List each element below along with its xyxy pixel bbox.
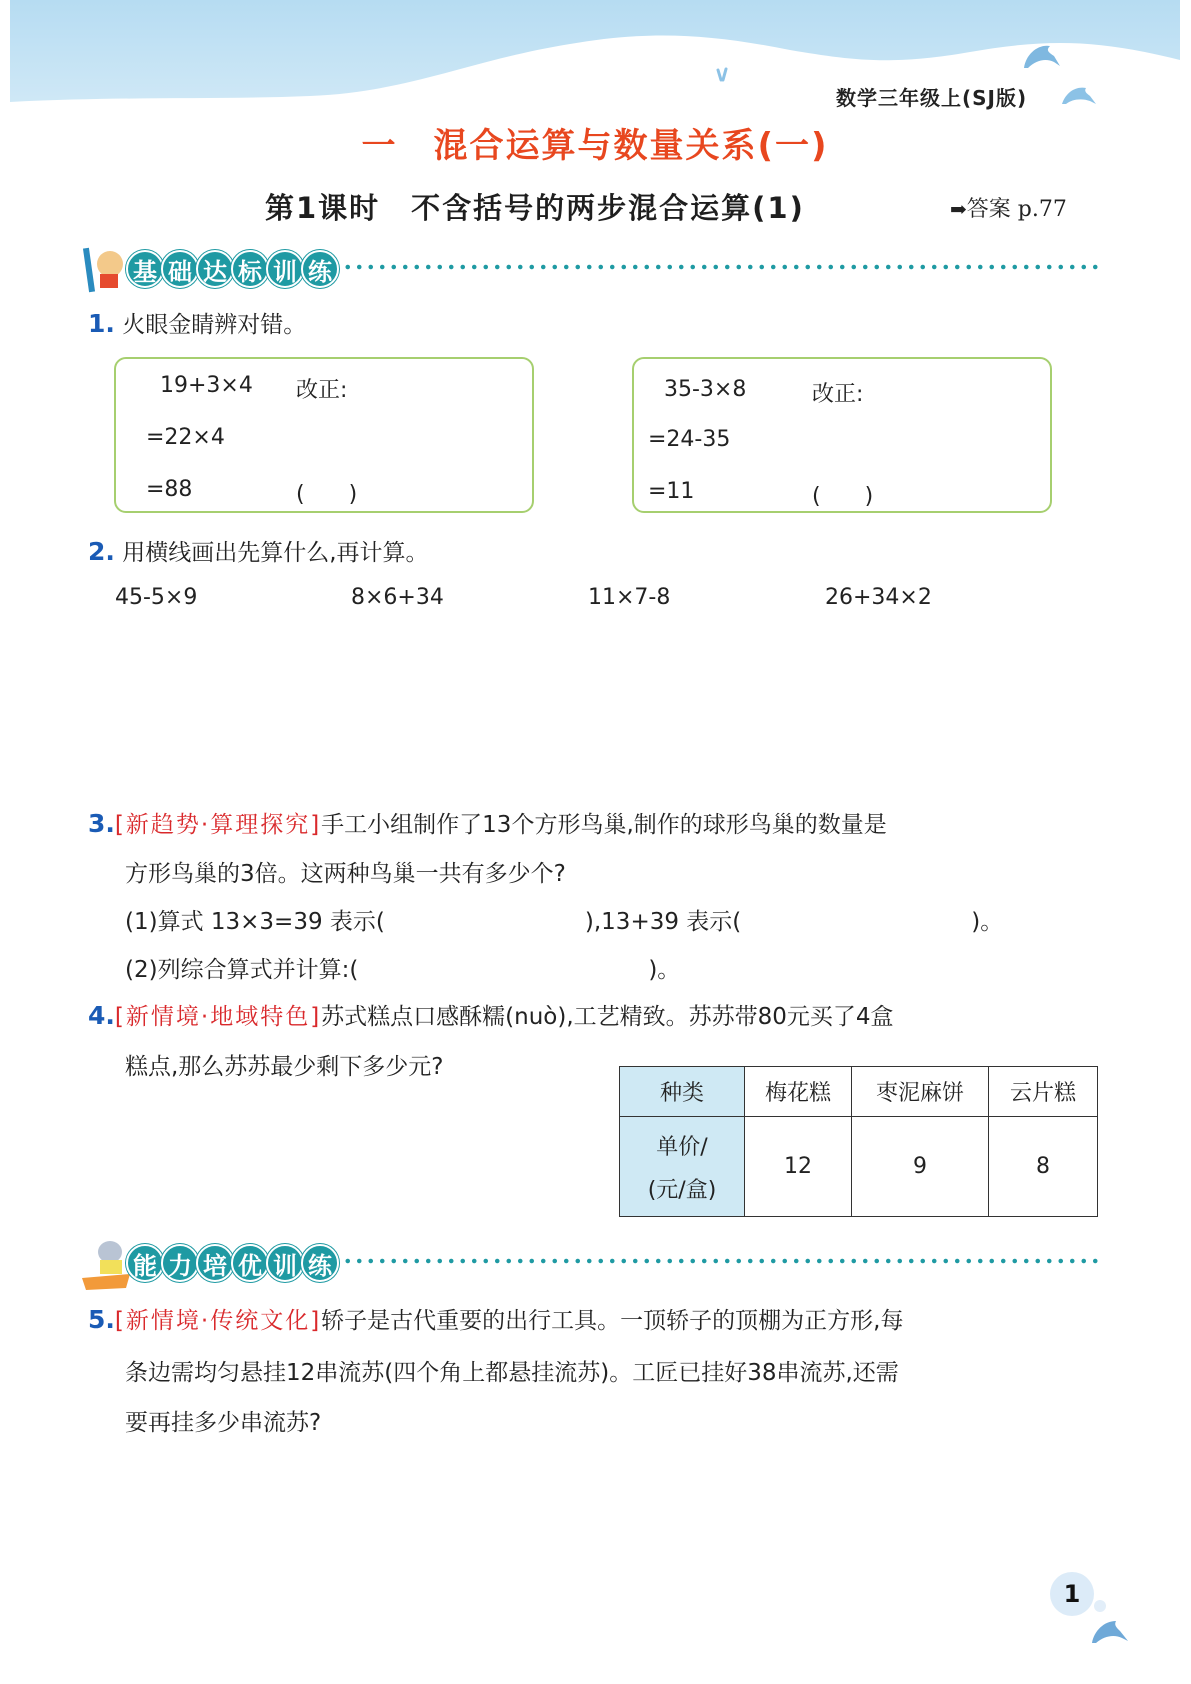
table-cell: 12	[745, 1117, 852, 1217]
question-tag: [新情境·地域特色]	[114, 1004, 322, 1030]
section-title	[126, 250, 336, 288]
calc-expression: 11×7-8	[588, 585, 671, 610]
sub-text: (2)列综合算式并计算:(	[125, 957, 359, 983]
sub-question-1	[125, 903, 1003, 936]
book-label: 数学三年级上(SJ版)	[836, 86, 1028, 110]
unit-title	[10, 118, 1180, 167]
table-header	[620, 1117, 745, 1217]
right-arrow-icon: ➡	[950, 197, 967, 221]
expression: 35-3×8	[664, 377, 747, 402]
question-text-line: 方形鸟巢的3倍。这两种鸟巢一共有多少个?	[125, 861, 566, 887]
title-char: 能	[126, 1244, 164, 1282]
step-1: =22×4	[146, 425, 225, 450]
table-cell: 8	[989, 1117, 1098, 1217]
step-2: =88	[146, 477, 193, 502]
error-check-box-1	[114, 357, 534, 513]
title-char: 础	[161, 250, 199, 288]
dotted-divider	[342, 264, 1098, 270]
workbook-page	[10, 0, 1180, 1684]
sub-text: (1)算式 13×3=39 表示(	[125, 909, 385, 935]
dolphin-icon	[1060, 80, 1100, 108]
dolphin-icon	[1020, 38, 1066, 72]
page-number: 1	[1050, 1572, 1094, 1616]
question-text-line: 要再挂多少串流苏?	[125, 1410, 322, 1436]
bubble-decor	[1094, 1600, 1106, 1612]
question-text-line: 条边需均匀悬挂12串流苏(四个角上都悬挂流苏)。工匠已挂好38串流苏,还需	[125, 1360, 899, 1386]
calc-expression: 45-5×9	[115, 585, 198, 610]
header-line: (元/盒)	[647, 1177, 717, 1203]
question-text: 用横线画出先算什么,再计算。	[122, 540, 429, 566]
table-cell: 梅花糕	[745, 1067, 852, 1117]
question-tag: [新趋势·算理探究]	[114, 812, 322, 838]
table-header: 种类	[620, 1067, 745, 1117]
question-text: 手工小组制作了13个方形鸟巢,制作的球形鸟巢的数量是	[321, 812, 887, 838]
price-table	[619, 1066, 1098, 1217]
question-number: 2.	[88, 537, 115, 566]
section-basic-training	[80, 244, 1100, 298]
title-char: 训	[266, 1244, 304, 1282]
table-row	[620, 1067, 1098, 1117]
title-char: 达	[196, 250, 234, 288]
answer-ref-text: 答案 p.77	[966, 197, 1067, 222]
question-number: 5.	[88, 1305, 115, 1334]
step-1: =24-35	[648, 427, 731, 452]
question-text: 火眼金睛辨对错。	[122, 312, 307, 338]
dotted-divider	[342, 1258, 1098, 1264]
title-char: 培	[196, 1244, 234, 1282]
table-cell: 9	[852, 1117, 989, 1217]
sub-text: )。	[648, 957, 681, 983]
question-2	[88, 534, 429, 567]
answer-reference	[950, 192, 1067, 223]
sub-question-2	[125, 951, 680, 984]
title-char: 标	[231, 250, 269, 288]
cat-with-pencil-icon	[80, 244, 132, 298]
question-text-line: 糕点,那么苏苏最少剩下多少元?	[125, 1054, 444, 1080]
header-line: 单价/	[656, 1134, 708, 1160]
question-4	[88, 998, 894, 1031]
question-tag: [新情境·传统文化]	[114, 1308, 322, 1334]
question-number: 3.	[88, 809, 115, 838]
correction-label: 改正:	[296, 378, 348, 403]
judge-blank[interactable]: ( )	[296, 482, 358, 507]
table-cell: 枣泥麻饼	[852, 1067, 989, 1117]
splash-icon	[712, 66, 732, 86]
unit-title-text: 混合运算与数量关系(一)	[433, 126, 829, 166]
title-char: 练	[301, 1244, 339, 1282]
lesson-title: 第1课时 不含括号的两步混合运算(1)	[265, 191, 805, 225]
sub-text: ),13+39 表示(	[584, 909, 742, 935]
calc-expression: 26+34×2	[825, 585, 932, 610]
title-char: 训	[266, 250, 304, 288]
table-cell: 云片糕	[989, 1067, 1098, 1117]
sub-text: )。	[971, 909, 1004, 935]
title-char: 优	[231, 1244, 269, 1282]
dog-reading-icon	[80, 1238, 132, 1292]
question-3	[88, 806, 887, 839]
dolphin-icon	[1090, 1615, 1134, 1647]
question-1	[88, 306, 306, 339]
title-char: 练	[301, 250, 339, 288]
step-2: =11	[648, 479, 695, 504]
section-advanced-training	[80, 1238, 1100, 1292]
judge-blank[interactable]: ( )	[812, 484, 874, 509]
question-number: 1.	[88, 309, 115, 338]
section-title	[126, 1244, 336, 1282]
unit-number: 一	[361, 126, 398, 166]
error-check-box-2	[632, 357, 1052, 513]
expression: 19+3×4	[160, 373, 253, 398]
question-text: 苏式糕点口感酥糯(nuò),工艺精致。苏苏带80元买了4盒	[321, 1004, 894, 1030]
correction-label: 改正:	[812, 382, 864, 407]
title-char: 力	[161, 1244, 199, 1282]
question-number: 4.	[88, 1001, 115, 1030]
question-text: 轿子是古代重要的出行工具。一顶轿子的顶棚为正方形,每	[321, 1308, 904, 1334]
question-5	[88, 1302, 903, 1335]
table-row	[620, 1117, 1098, 1217]
calc-expression: 8×6+34	[351, 585, 444, 610]
title-char: 基	[126, 250, 164, 288]
